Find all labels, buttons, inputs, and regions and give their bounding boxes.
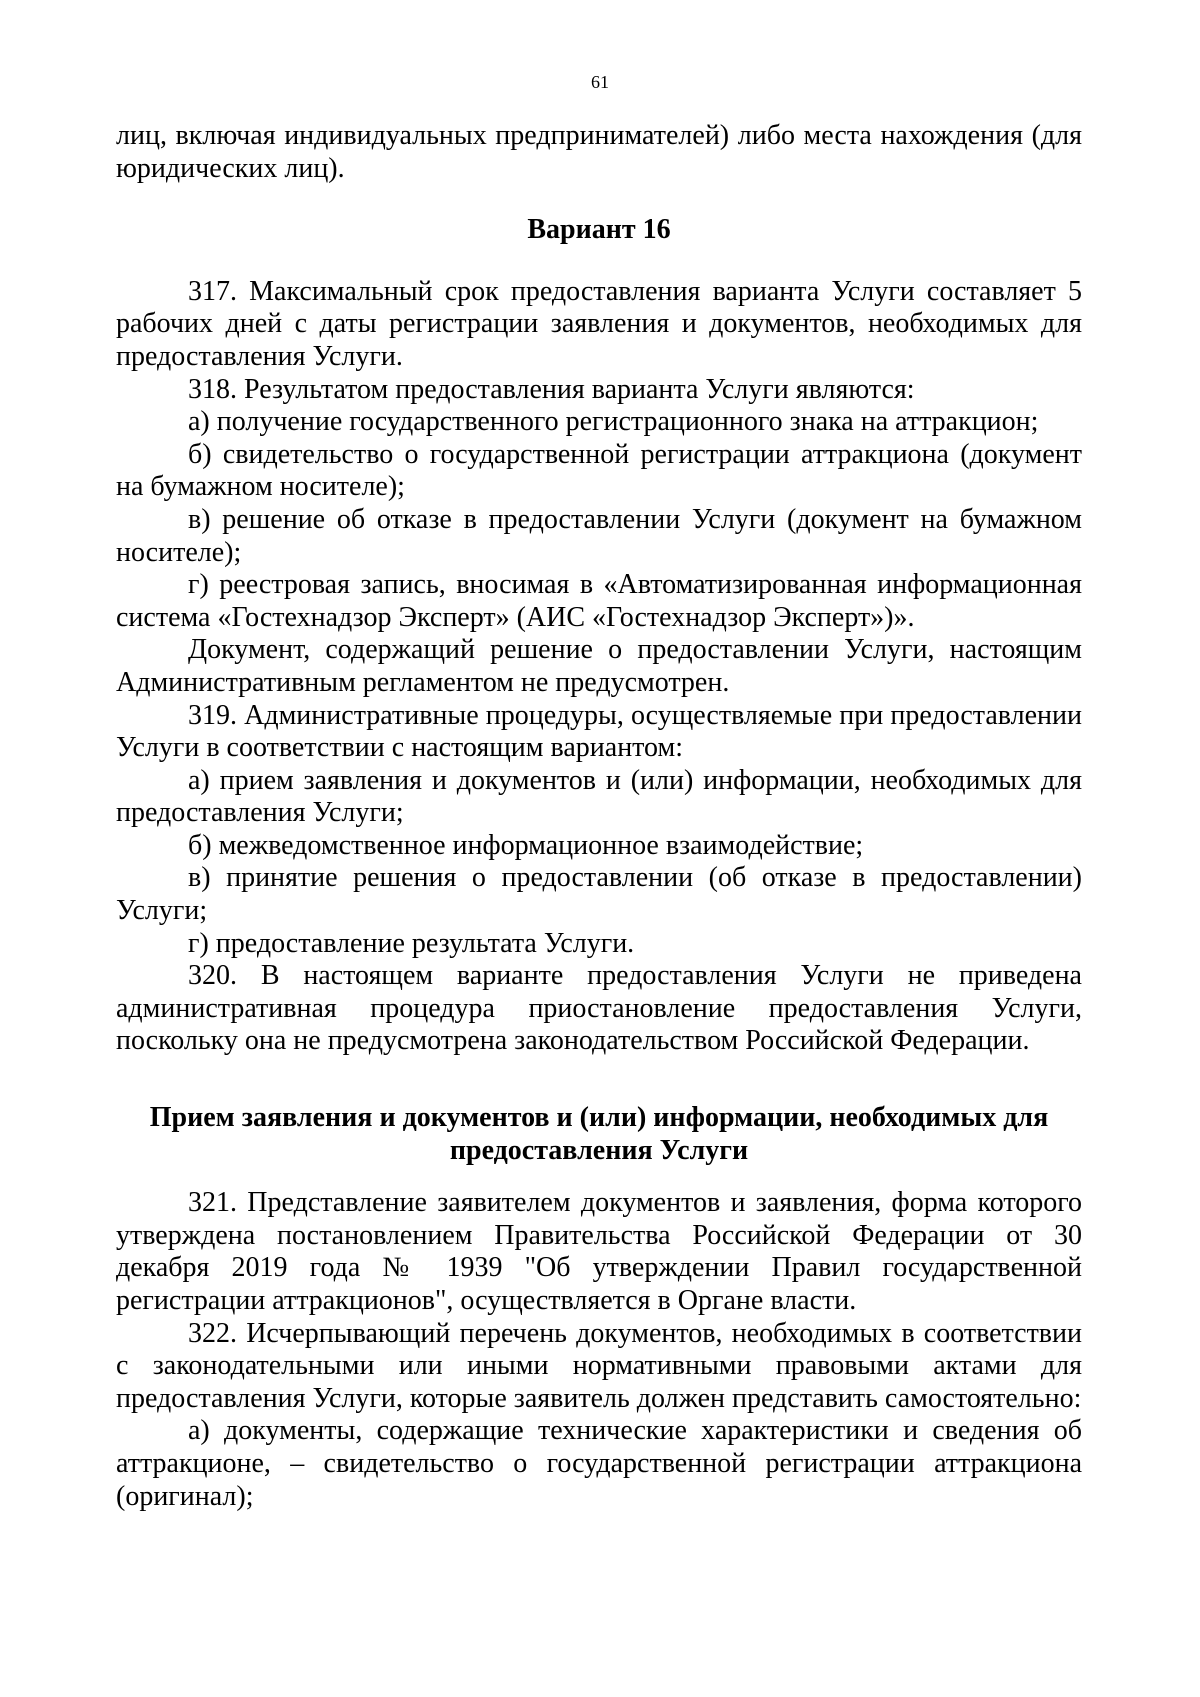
paragraph-321: 321. Представление заявителем документов и заявления, форма которого утверждена постановлением Правительства Российской Федерации от 30 декабря 2019 года № 1939 "Об утверждении Правил государственной регистрации аттракционов", осуществляется в Органе власти.: [116, 1187, 1082, 1316]
intro-paragraph: лиц, включая индивидуальных предпринимателей) либо места нахождения (для юридических лиц).: [116, 120, 1082, 184]
paragraph-319: 319. Административные процедуры, осуществляемые при предоставлении Услуги в соответствии с настоящим вариантом:: [116, 699, 1082, 764]
list-item-319-a: а) прием заявления и документов и (или) информации, необходимых для предоставления Услуги;: [116, 764, 1082, 829]
list-item-318-g: г) реестровая запись, вносимая в «Автоматизированная информационная система «Гостехнадзор Эксперт» (АИС «Гостехнадзор Эксперт»)».: [116, 569, 1082, 633]
section-heading: [116, 1102, 1082, 1167]
paragraph-320: 320. В настоящем варианте предоставления Услуги не приведена административная процедура приостановление предоставления Услуги, поскольку она не предусмотрена законодательством Российской Федерации.: [116, 960, 1082, 1057]
variant-heading: Вариант 16: [527, 214, 671, 246]
paragraph-decision-document: Документ, содержащий решение о предоставлении Услуги, настоящим Административным регламентом не предусмотрен.: [116, 634, 1082, 698]
paragraph-318: 318. Результатом предоставления варианта Услуги являются:: [188, 373, 915, 405]
list-item-318-b: б) свидетельство о государственной регистрации аттракциона (документ на бумажном носителе);: [116, 438, 1082, 503]
list-item-318-v: в) решение об отказе в предоставлении Услуги (документ на бумажном носителе);: [116, 503, 1082, 568]
paragraph-322: 322. Исчерпывающий перечень документов, необходимых в соответствии с законодательными или иными нормативными правовыми актами для предоставления Услуги, которые заявитель должен представить самостоятельно:: [116, 1317, 1082, 1414]
list-item-319-v: в) принятие решения о предоставлении (об отказе в предоставлении) Услуги;: [116, 862, 1082, 927]
section-heading-line-1: Прием заявления и документов и (или) информации, необходимых для: [149, 1102, 1049, 1134]
list-item-319-b: б) межведомственное информационное взаимодействие;: [188, 829, 864, 861]
list-item-319-g: г) предоставление результата Услуги.: [188, 927, 635, 959]
paragraph-317: 317. Максимальный срок предоставления варианта Услуги составляет 5 рабочих дней с даты регистрации заявления и документов, необходимых для предоставления Услуги.: [116, 275, 1082, 372]
section-heading-line-2: предоставления Услуги: [449, 1134, 749, 1166]
list-item-322-a: а) документы, содержащие технические характеристики и сведения об аттракционе, – свидетельство о государственной регистрации аттракциона (оригинал);: [116, 1415, 1082, 1512]
page-number: 61: [591, 72, 609, 92]
document-body: [116, 120, 1082, 1513]
list-item-318-a: а) получение государственного регистрационного знака на аттракцион;: [188, 406, 1039, 438]
